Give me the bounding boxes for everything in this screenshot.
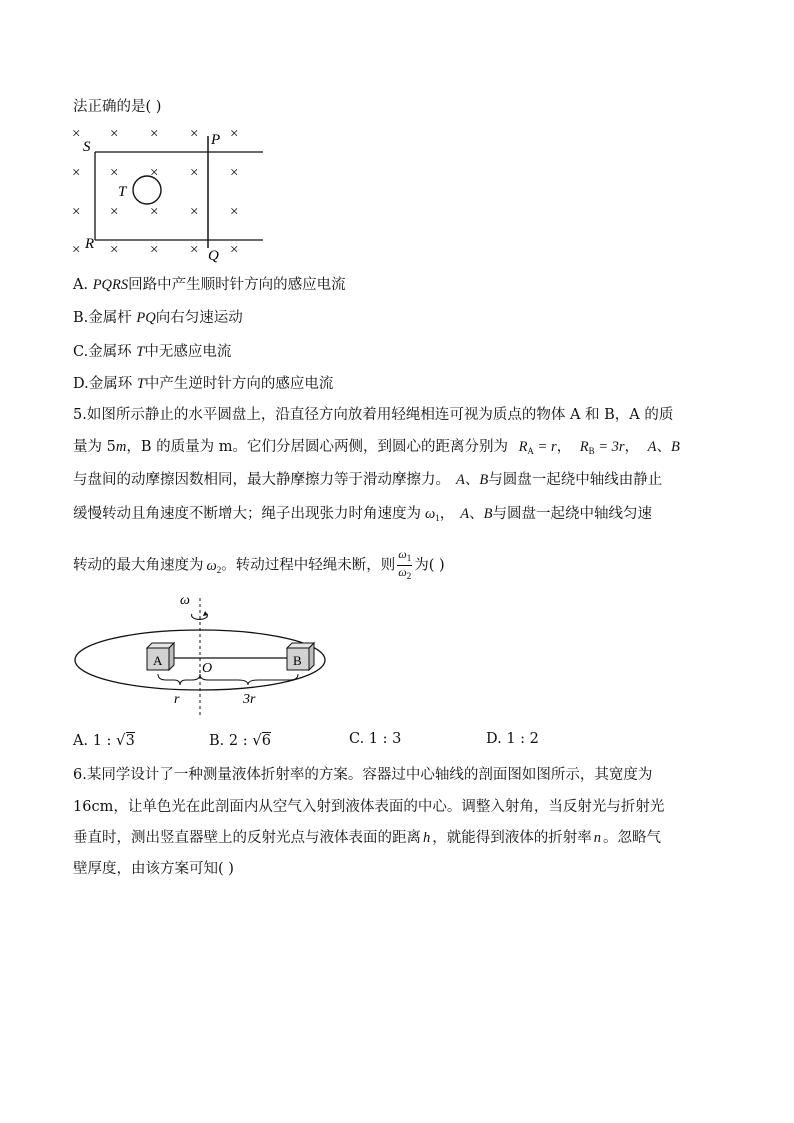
brace-3r [200, 674, 298, 685]
q5-line-2: 量为 5m，B 的质量为 m。它们分居圆心两侧，到圆心的距离分别为 $R_A = r$， $R_B = 3r$， A、B [73, 439, 680, 456]
field-cross: × [72, 126, 81, 142]
field-cross: × [230, 165, 239, 181]
q6-line-1: 6.某同学设计了一种测量液体折射率的方案。容器过中心轴线的剖面图如图所示，其宽度为 [73, 767, 653, 783]
field-cross: × [230, 204, 239, 220]
block-a [147, 643, 174, 670]
field-cross: × [72, 242, 81, 258]
q5-option-d[interactable]: D. 1 : 2 [486, 731, 539, 747]
field-cross: × [110, 242, 119, 258]
label-3r-distance: 3r [243, 692, 256, 707]
field-cross: × [190, 242, 199, 258]
center-label-o: O [202, 661, 213, 676]
q4-option-a[interactable]: A. PQRS回路中产生顺时针方向的感应电流 [73, 277, 346, 293]
label-t: T [118, 184, 127, 200]
field-cross: × [230, 242, 239, 258]
q5-line-5: 转动的最大角速度为 $\omega_2$。转动过程中轻绳未断，则 $\frac{\omega_1}{\omega_2}$ 为( ) [73, 547, 445, 581]
label-r-distance: r [174, 692, 180, 707]
sqrt-sign: √ [116, 731, 126, 749]
label-p: P [211, 132, 221, 148]
q6-line-2: 16cm，让单色光在此剖面内从空气入射到液体表面的中心。调整入射角，当反射光与折射光 [73, 799, 665, 815]
q5-line-4: 缓慢转动且角速度不断增大；绳子出现张力时角速度为 $\omega_1$， A、B与圆盘一起绕中轴线匀速 [73, 506, 652, 523]
q5-option-c[interactable]: C. 1 : 3 [349, 731, 402, 747]
q4-option-b[interactable]: B.金属杆 PQ向右匀速运动 [73, 310, 243, 326]
field-cross: × [110, 165, 119, 181]
q4-circuit-figure [68, 120, 268, 265]
field-cross: × [110, 126, 119, 142]
field-cross: × [230, 126, 239, 142]
block-b [287, 643, 314, 670]
field-cross: × [72, 165, 81, 181]
q5-options [73, 731, 673, 753]
svg-text:A: A [153, 653, 163, 668]
omega-ratio-fraction: $\frac{\omega_1}{\omega_2}$ [398, 547, 412, 581]
q5-option-a[interactable]: A. 1 : √3 [73, 731, 135, 749]
q6-line-4: 壁厚度，由该方案可知( ) [73, 861, 234, 877]
q5-turntable-figure [70, 588, 340, 718]
q5-line-1: 5.如图所示静止的水平圆盘上，沿直径方向放着用轻绳相连可视为质点的物体 A 和 B，A 的质 [73, 407, 674, 423]
q6-line-3: 垂直时，测出竖直器壁上的反射光点与液体表面的距离 h ，就能得到液体的折射率 n 。忽略气 [73, 830, 661, 846]
label-s: S [83, 139, 91, 155]
svg-text:B: B [293, 653, 302, 668]
label-r: R [85, 236, 95, 252]
field-cross: × [190, 165, 199, 181]
q4-stem-tail: 法正确的是( ) [73, 99, 162, 115]
brace-r [158, 674, 200, 685]
field-cross: × [150, 242, 159, 258]
field-cross: × [150, 165, 159, 181]
field-cross: × [190, 126, 199, 142]
q5-option-b[interactable]: B. 2 : √6 [209, 731, 271, 749]
sqrt-sign: √ [252, 731, 262, 749]
q5-line-3: 与盘间的动摩擦因数相同，最大静摩擦力等于滑动摩擦力。 A、B与圆盘一起绕中轴线由静止 [73, 472, 663, 488]
field-cross: × [150, 204, 159, 220]
field-cross: × [72, 204, 81, 220]
field-cross: × [110, 204, 119, 220]
label-q: Q [208, 248, 219, 264]
field-cross: × [190, 204, 199, 220]
field-cross: × [150, 126, 159, 142]
omega-label: ω [180, 593, 190, 608]
q4-option-d[interactable]: D.金属环 T中产生逆时针方向的感应电流 [73, 376, 334, 392]
q4-option-c[interactable]: C.金属环 T中无感应电流 [73, 344, 232, 360]
